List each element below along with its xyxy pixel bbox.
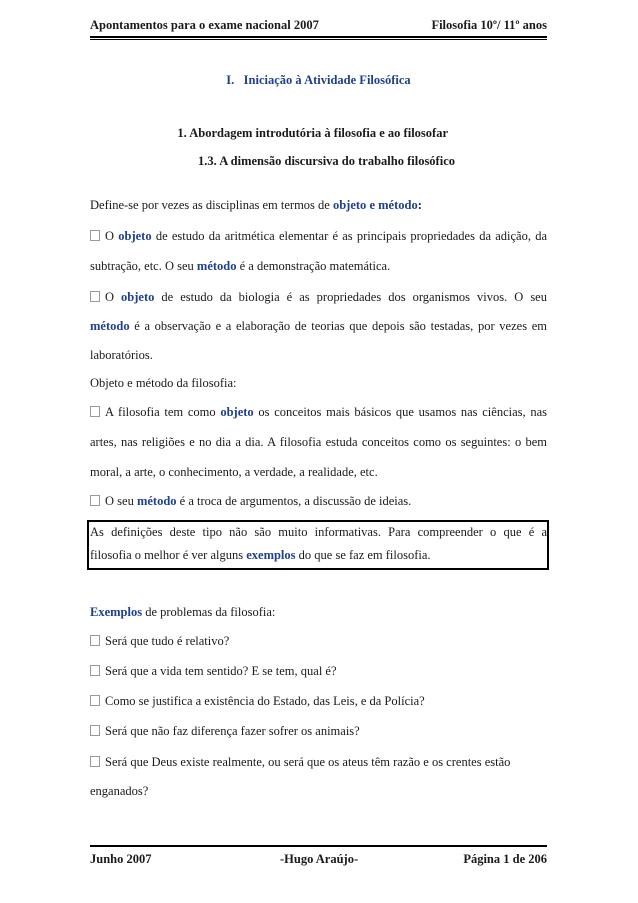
bullet-icon	[90, 291, 100, 302]
box-line2: filosofia o melhor é ver alguns exemplos do que se faz em filosofia.	[90, 548, 431, 562]
list-item: Será que Deus existe realmente, ou será que os ateus têm razão e os crentes estão	[90, 755, 547, 770]
section-number: I.	[226, 73, 235, 87]
examples-heading: Exemplos de problemas da filosofia:	[90, 605, 276, 619]
p2-line3: laboratórios.	[90, 348, 153, 362]
subtitle-1: 1. Abordagem introdutória à filosofia e ao filosofar	[177, 126, 448, 140]
header-rule-thin	[90, 39, 547, 40]
list-item-tail: enganados?	[90, 784, 149, 798]
bullet-icon	[90, 756, 100, 767]
p2-line1: O objeto de estudo da biologia é as propriedades dos organismos vivos. O seu	[90, 290, 547, 305]
p4-line1: A filosofia tem como objeto os conceitos mais básicos que usamos nas ciências, nas	[90, 405, 547, 420]
bullet-icon	[90, 665, 100, 676]
section-title	[90, 73, 547, 88]
bullet-icon	[90, 230, 100, 241]
list-item: Será que a vida tem sentido? E se tem, qual é?	[90, 664, 547, 679]
page-footer	[90, 852, 547, 870]
list-item: Como se justifica a existência do Estado, das Leis, e da Polícia?	[90, 694, 547, 709]
p3-heading: Objeto e método da filosofia:	[90, 376, 237, 390]
p1-line1: O objeto de estudo da aritmética elementar é as principais propriedades da adição, da	[90, 229, 547, 244]
subtitle-2: 1.3. A dimensão discursiva do trabalho filosófico	[198, 154, 455, 168]
footer-author: -Hugo Araújo-	[280, 852, 359, 866]
p4-line2: artes, nas religiões e no dia a dia. A filosofia estuda conceitos como os seguintes: o bem	[90, 435, 547, 449]
bullet-icon	[90, 495, 100, 506]
box-line1: As definições deste tipo não são muito informativas. Para compreender o que é a	[90, 525, 547, 539]
footer-page-number: Página 1 de 206	[463, 852, 547, 866]
page-header	[90, 14, 547, 36]
list-item: Será que tudo é relativo?	[90, 634, 547, 649]
header-right: Filosofia 10º/ 11º anos	[431, 18, 547, 32]
p1-line2: subtração, etc. O seu método é a demonstração matemática.	[90, 259, 391, 273]
bullet-icon	[90, 406, 100, 417]
footer-date: Junho 2007	[90, 852, 152, 866]
p5-line: O seu método é a troca de argumentos, a discussão de ideias.	[90, 494, 547, 509]
list-item: Será que não faz diferença fazer sofrer os animais?	[90, 724, 547, 739]
p2-line2: método é a observação e a elaboração de teorias que depois são testadas, por vezes em	[90, 319, 547, 333]
section-title-text: Iniciação à Atividade Filosófica	[243, 73, 411, 87]
p4-line3: moral, a arte, o conhecimento, a verdade, a realidade, etc.	[90, 465, 378, 479]
bullet-icon	[90, 725, 100, 736]
header-left: Apontamentos para o exame nacional 2007	[90, 18, 319, 32]
intro-line: Define-se por vezes as disciplinas em termos de objeto e método:	[90, 198, 422, 212]
bullet-icon	[90, 695, 100, 706]
header-rule	[90, 36, 547, 38]
footer-rule	[90, 845, 547, 847]
bullet-icon	[90, 635, 100, 646]
